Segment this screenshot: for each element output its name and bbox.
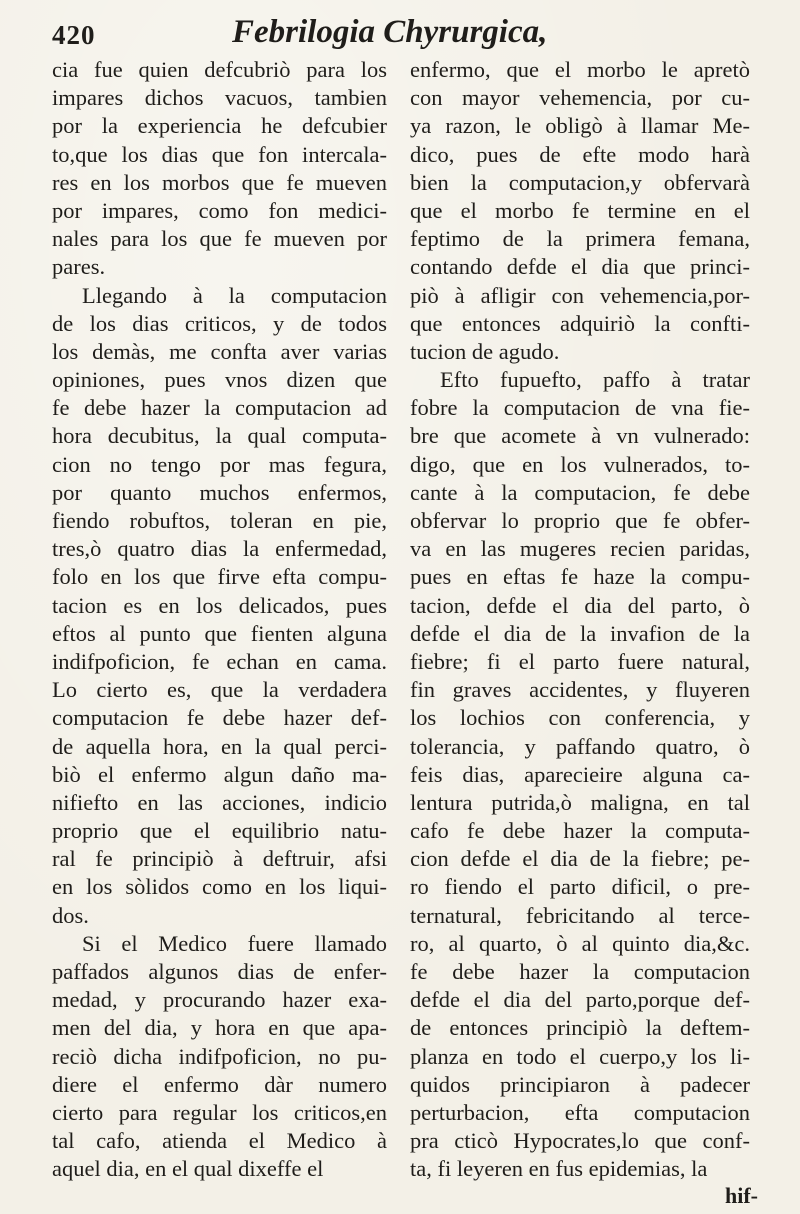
text-line: impares dichos vacuos, tambien [52, 85, 387, 111]
text-line: quidos principiaron à padecer [410, 1071, 750, 1097]
text-line: men del dia, y hora en que apa- [52, 1015, 387, 1041]
text-line: fobre la computacion de vna fie- [410, 395, 750, 421]
text-line: digo, que en los vulnerados, to- [410, 451, 750, 477]
text-line: tacion es en los delicados, pues [52, 592, 387, 618]
page-header [52, 14, 772, 58]
text-line: fin graves accidentes, y fluyeren [410, 677, 750, 703]
text-line: biò el enfermo algun daño ma- [52, 761, 387, 787]
text-line: feptimo de la primera femana, [410, 226, 750, 252]
text-line: dico, pues de efte modo harà [410, 141, 750, 167]
text-line: por quanto muchos enfermos, [52, 479, 387, 505]
text-line: fiendo robuftos, toleran en pie, [52, 508, 387, 533]
text-line: defde el dia de la invafion de la [410, 620, 750, 646]
text-line: cion no tengo por mas fegura, [52, 451, 387, 477]
text-line: obfervar lo proprio que fe obfer- [410, 508, 750, 533]
right-text-column [410, 56, 750, 1184]
text-line: folo en los que firve efta compu- [52, 564, 387, 590]
text-line: cia fue quien defcubriò para los [52, 57, 387, 82]
text-line: dos. [52, 902, 89, 928]
text-line: ro, al quarto, ò al quinto dia,&c. [410, 930, 750, 956]
text-line: lentura putrida,ò maligna, en tal [410, 789, 750, 815]
text-line: reciò dicha indifpoficion, no pu- [52, 1043, 387, 1069]
text-line: paffados algunos dias de enfer- [52, 959, 387, 984]
text-line: de los dias criticos, y de todos [52, 310, 387, 336]
text-line: Llegando à la computacion [82, 282, 387, 308]
text-line: eftos al punto que fienten alguna [52, 620, 387, 646]
text-line: diere el enfermo dàr numero [52, 1071, 387, 1097]
text-line: proprio que el equilibrio natu- [52, 818, 387, 844]
text-line: que el morbo fe termine en el [410, 197, 750, 223]
text-line: los demàs, me confta aver varias [52, 338, 387, 364]
left-text-column [52, 56, 387, 1184]
text-line: contando defde el dia que princi- [410, 254, 750, 280]
text-line: con mayor vehemencia, por cu- [410, 85, 750, 111]
text-line: de aquella hora, en la qual perci- [52, 733, 387, 759]
text-line: Si el Medico fuere llamado [82, 930, 387, 956]
running-title: Febrilogia Chyrurgica, [232, 14, 548, 50]
text-line: pra cticò Hypocrates,lo que conf- [410, 1128, 750, 1154]
text-line: to,que los dias que fon intercala- [52, 141, 387, 167]
text-line: de entonces principiò la deftem- [410, 1015, 750, 1041]
text-line: pares. [52, 254, 106, 280]
page-number: 420 [52, 20, 96, 50]
text-line: los lochios con conferencia, y [410, 705, 750, 731]
text-line: cierto para regular los criticos,en [52, 1099, 387, 1125]
text-line: en los sòlidos como en los liqui- [52, 874, 387, 900]
text-line: indifpoficion, fe echan en cama. [52, 648, 387, 674]
text-line: defde el dia del parto,porque def- [410, 987, 750, 1013]
text-line: que entonces adquiriò la confti- [410, 310, 750, 336]
text-line: nifiefto en las acciones, indicio [52, 789, 387, 815]
text-line: nales para los que fe mueven por [52, 226, 387, 252]
text-line: tal cafo, atienda el Medico à [52, 1128, 387, 1154]
text-line: bien la computacion,y obfervarà [410, 169, 750, 195]
text-line: Lo cierto es, que la verdadera [52, 677, 387, 703]
catchword: hif- [725, 1183, 758, 1208]
text-line: hora decubitus, la qual computa- [52, 423, 387, 449]
text-line: cion defde el dia de la fiebre; pe- [410, 846, 750, 872]
text-line: ro fiendo el parto dificil, o pre- [410, 874, 750, 900]
text-line: por impares, como fon medici- [52, 197, 387, 223]
text-line: tolerancia, y paffando quatro, ò [410, 733, 750, 759]
text-line: pues en eftas fe haze la compu- [410, 564, 750, 590]
text-line: tacion, defde el dia del parto, ò [410, 592, 750, 618]
text-line: feis dias, aparecieire alguna ca- [410, 761, 750, 787]
text-line: opiniones, pues vnos dizen que [52, 367, 387, 393]
text-line: fiebre; fi el parto fuere natural, [410, 648, 750, 674]
text-line: ta, fi leyeren en fus epidemias, la [410, 1156, 708, 1182]
text-line: ral fe principiò à deftruir, afsi [52, 846, 387, 872]
text-line: piò à afligir con vehemencia,por- [410, 282, 750, 308]
text-line: res en los morbos que fe mueven [52, 169, 387, 195]
text-line: ya razon, le obligò à llamar Me- [410, 113, 750, 139]
text-line: perturbacion, efta computacion [410, 1099, 750, 1125]
text-line: fe debe hazer la computacion [410, 959, 750, 984]
text-line: por la experiencia he defcubier [52, 113, 387, 139]
text-line: tres,ò quatro dias la enfermedad, [52, 536, 387, 562]
text-line: Efto fupuefto, paffo à tratar [440, 367, 750, 393]
text-line: medad, y procurando hazer exa- [52, 987, 387, 1013]
text-line: aquel dia, en el qual dixeffe el [52, 1156, 324, 1182]
text-line: tucion de agudo. [410, 338, 560, 364]
text-line: cafo fe debe hazer la computa- [410, 818, 750, 844]
text-line: computacion fe debe hazer def- [52, 705, 387, 731]
text-line: planza en todo el cuerpo,y los li- [410, 1043, 750, 1069]
text-line: va en las mugeres recien paridas, [410, 536, 750, 562]
text-line: bre que acomete à vn vulnerado: [410, 423, 750, 449]
text-line: fe debe hazer la computacion ad [52, 395, 387, 421]
text-line: cante à la computacion, fe debe [410, 479, 750, 505]
text-line: ternatural, febricitando al terce- [410, 902, 750, 928]
text-line: enfermo, que el morbo le apretò [410, 57, 750, 82]
